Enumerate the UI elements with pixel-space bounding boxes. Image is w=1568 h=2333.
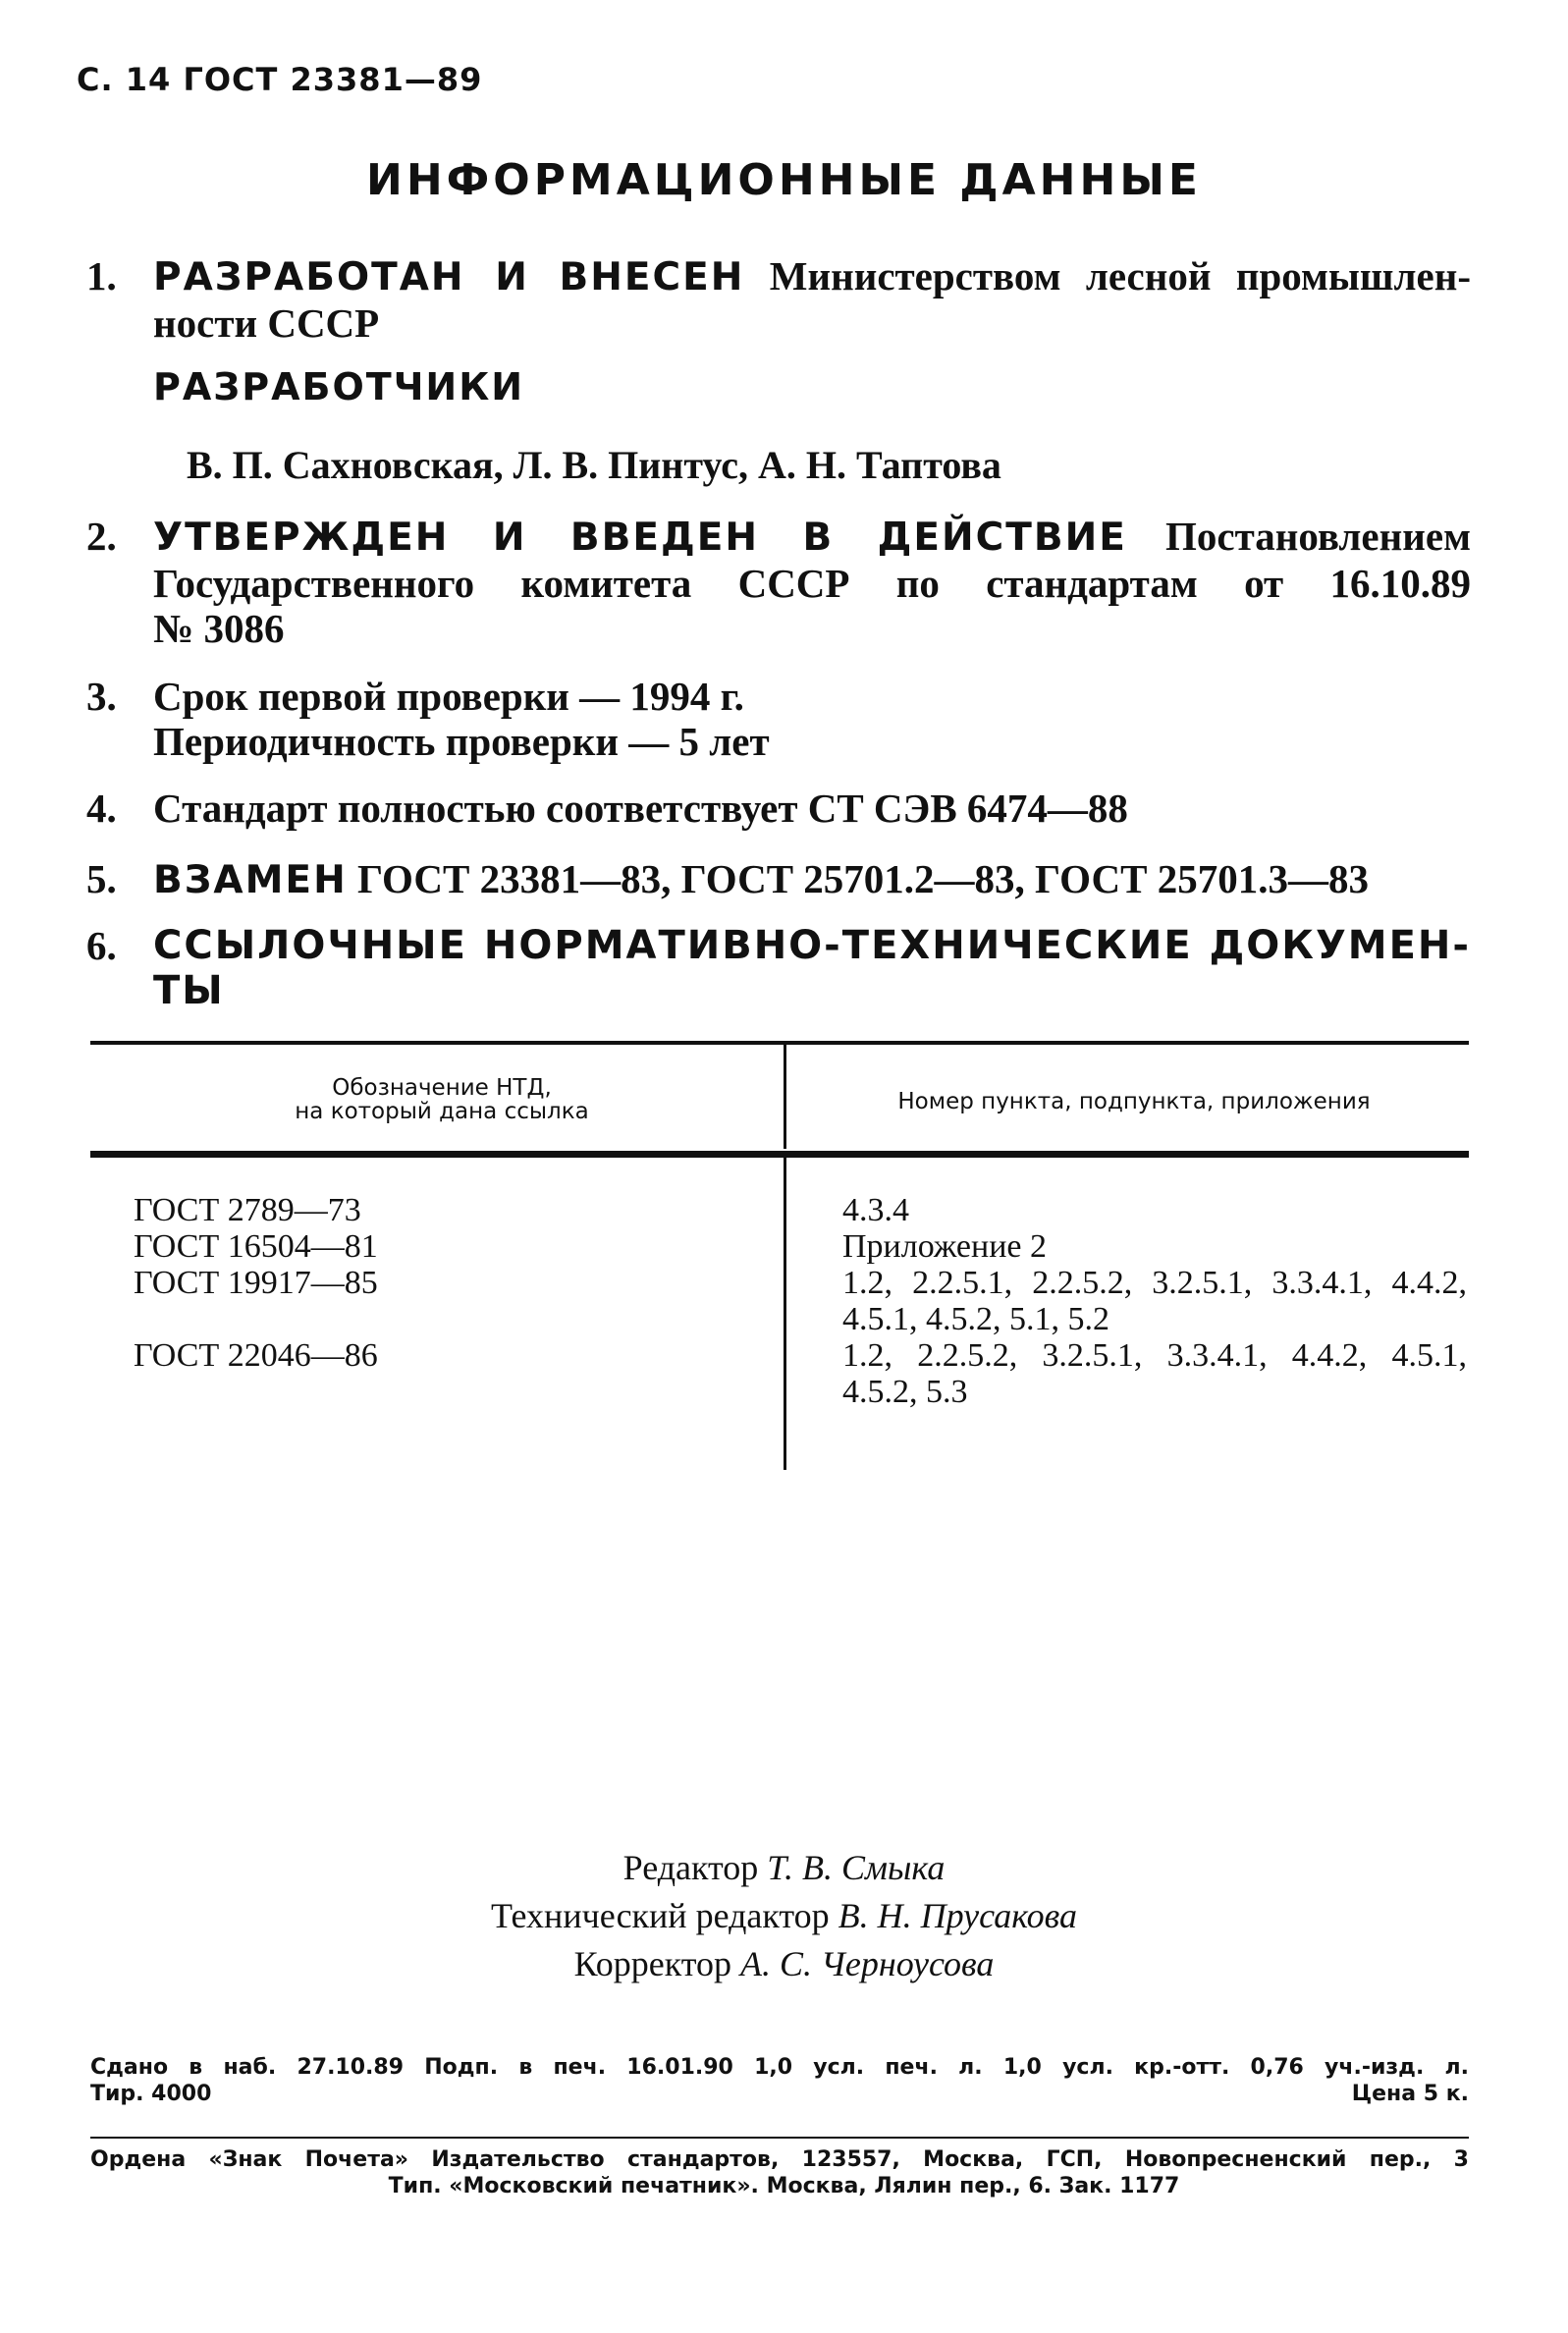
table-row-refs: 1.2, 2.2.5.2, 3.2.5.1, 3.3.4.1, 4.4.2, 4.5.1, 4.5.2, 5.3 [842, 1337, 1467, 1410]
item-number: 2. [86, 514, 117, 559]
imprint-circulation: Тир. 4000 [90, 2082, 212, 2106]
item-3 [86, 674, 1471, 764]
table-row-doc: ГОСТ 2789—73 [134, 1192, 361, 1228]
item-5 [86, 856, 1471, 903]
imprint-publisher: Ордена «Знак Почета» Издательство стандартов, 123557, Москва, ГСП, Новопресненский пер., 3 [90, 2147, 1469, 2172]
developers-heading: РАЗРАБОТЧИКИ [153, 365, 525, 408]
item-number: 1. [86, 253, 117, 298]
table-row-refs: 4.3.4 [842, 1192, 909, 1228]
imprint-price: Цена 5 к. [1351, 2082, 1469, 2106]
imprint-print-data: Сдано в наб. 27.10.89 Подп. в печ. 16.01.90 1,0 усл. печ. л. 1,0 усл. кр.-отт. 0,76 уч.-изд. л. [90, 2055, 1469, 2080]
developers-list: В. П. Сахновская, Л. В. Пинтус, А. Н. Таптова [187, 443, 1001, 487]
table-top-rule [90, 1041, 1469, 1045]
tech-editor-line: Технический редактор В. Н. Прусакова [490, 1896, 1078, 1935]
item-number: 5. [86, 856, 117, 901]
item-2-line3: № 3086 [153, 606, 285, 651]
corrector-line: Корректор А. С. Черноусова [573, 1944, 995, 1983]
table-header-rule [90, 1151, 1469, 1158]
item-6-line1: ССЫЛОЧНЫЕ НОРМАТИВНО-ТЕХНИЧЕСКИЕ ДОКУМЕН- [153, 923, 1471, 968]
item-1-caps: РАЗРАБОТАН И ВНЕСЕН [153, 255, 745, 299]
item-1-text: Министерством лесной промышлен- [769, 253, 1471, 298]
item-3-line1: Срок первой проверки — 1994 г. [153, 674, 744, 719]
table-header-refs: Номер пункта, подпункта, приложения [897, 1089, 1371, 1114]
table-row-doc: ГОСТ 22046—86 [134, 1337, 378, 1374]
credits [0, 1844, 1568, 1988]
table-header-divider [784, 1045, 786, 1149]
imprint-rule [90, 2137, 1469, 2139]
table-row-refs: 1.2, 2.2.5.1, 2.2.5.2, 3.2.5.1, 3.3.4.1, 4.4.2, 4.5.1, 4.5.2, 5.1, 5.2 [842, 1265, 1467, 1337]
imprint-printer: Тип. «Московский печатник». Москва, Лялин пер., 6. Зак. 1177 [388, 2174, 1180, 2198]
table-body-divider [784, 1158, 786, 1470]
page-title: ИНФОРМАЦИОННЫЕ ДАННЫЕ [366, 155, 1202, 205]
item-3-line2: Периодичность проверки — 5 лет [153, 719, 770, 764]
item-4 [86, 786, 1471, 831]
item-2-text: Постановлением [1165, 514, 1472, 559]
table-row-doc: ГОСТ 19917—85 [134, 1265, 378, 1301]
table-row-refs: Приложение 2 [842, 1228, 1047, 1265]
item-number: 6. [86, 923, 117, 968]
item-4-text: Стандарт полностью соответствует СТ СЭВ 6474—88 [153, 786, 1128, 831]
item-1 [86, 253, 1471, 346]
item-5-text: ГОСТ 23381—83, ГОСТ 25701.2—83, ГОСТ 25701.3—83 [356, 856, 1369, 901]
item-5-caps: ВЗАМЕН [153, 858, 348, 902]
item-2 [86, 514, 1471, 651]
table-header-doc: Обозначение НТД, на который дана ссылка [295, 1075, 589, 1124]
item-6-line2: ТЫ [153, 968, 225, 1013]
item-1-line2: ности СССР [153, 300, 380, 346]
item-2-line2: Государственного комитета СССР по стандартам от 16.10.89 [153, 561, 1471, 606]
page-reference: С. 14 ГОСТ 23381—89 [77, 61, 483, 98]
item-number: 4. [86, 786, 117, 831]
item-2-caps: УТВЕРЖДЕН И ВВЕДЕН В ДЕЙСТВИЕ [153, 515, 1127, 560]
item-number: 3. [86, 674, 117, 719]
table-row-doc: ГОСТ 16504—81 [134, 1228, 378, 1265]
item-6 [86, 923, 1471, 1013]
editor-line: Редактор Т. В. Смыка [622, 1848, 946, 1887]
